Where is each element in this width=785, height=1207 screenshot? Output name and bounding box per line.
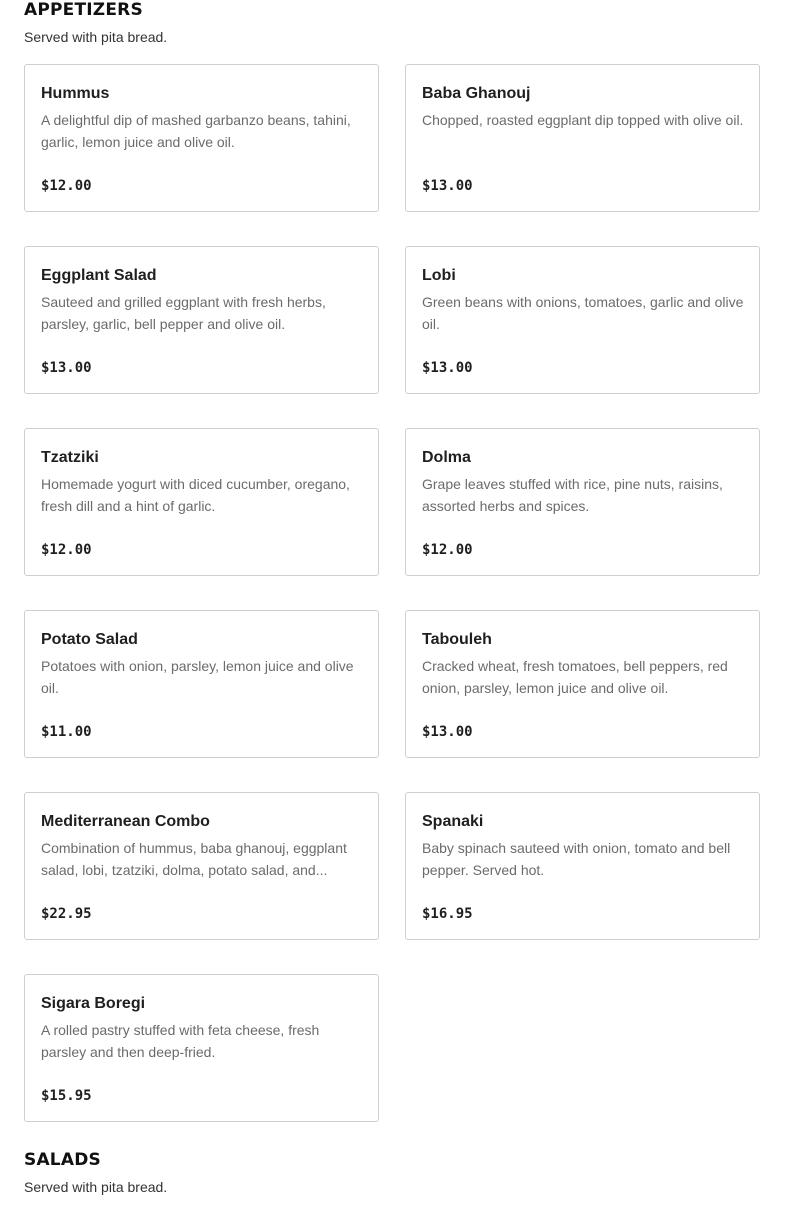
menu-item-name: Potato Salad	[41, 631, 138, 648]
menu-item-name: Tabouleh	[422, 631, 492, 648]
menu-item-card[interactable]	[405, 610, 760, 758]
menu-item-name: Hummus	[41, 85, 110, 102]
section-title-salads: SALADS	[24, 1150, 101, 1170]
menu-item-price: $16.95	[422, 906, 473, 922]
section-title-appetizers: APPETIZERS	[24, 0, 143, 20]
section-subtitle-appetizers: Served with pita bread.	[24, 29, 168, 45]
menu-item-name: Lobi	[422, 267, 456, 284]
menu-item-description: Combination of hummus, baba ghanouj, eggplant salad, lobi, tzatziki, dolma, potato salad, and...	[41, 840, 347, 878]
menu-item-price: $12.00	[41, 542, 92, 558]
menu-item-price: $13.00	[422, 178, 473, 194]
menu-item-price: $12.00	[41, 178, 92, 194]
menu-item-description: Homemade yogurt with diced cucumber, oregano, fresh dill and a hint of garlic.	[41, 476, 350, 514]
menu-item-price: $13.00	[41, 360, 92, 376]
menu-item-card[interactable]	[24, 428, 379, 576]
menu-item-price: $11.00	[41, 724, 92, 740]
menu-item-description: Grape leaves stuffed with rice, pine nuts, raisins, assorted herbs and spices.	[422, 476, 723, 514]
menu-item-price: $22.95	[41, 906, 92, 922]
menu-item-description: Baby spinach sauteed with onion, tomato and bell pepper. Served hot.	[422, 840, 731, 878]
menu-item-name: Spanaki	[422, 813, 484, 830]
menu-item-description: Potatoes with onion, parsley, lemon juice and olive oil.	[41, 658, 354, 696]
menu-item-description: A rolled pastry stuffed with feta cheese, fresh parsley and then deep-fried.	[41, 1022, 320, 1060]
menu-item-description: Sauteed and grilled eggplant with fresh herbs, parsley, garlic, bell pepper and olive oil.	[41, 294, 326, 332]
menu-item-description: Cracked wheat, fresh tomatoes, bell peppers, red onion, parsley, lemon juice and olive oil.	[422, 658, 728, 696]
menu-item-card[interactable]	[405, 428, 760, 576]
menu-item-card[interactable]	[405, 246, 760, 394]
section-subtitle-salads: Served with pita bread.	[24, 1179, 168, 1195]
menu-item-name: Sigara Boregi	[41, 995, 146, 1012]
menu-item-price: $15.95	[41, 1088, 92, 1104]
menu-item-name: Tzatziki	[41, 449, 99, 466]
menu-item-name: Eggplant Salad	[41, 267, 157, 284]
menu-item-card[interactable]	[24, 610, 379, 758]
menu-item-card[interactable]	[24, 792, 379, 940]
menu-item-card[interactable]	[405, 792, 760, 940]
menu-item-card[interactable]	[24, 64, 379, 212]
menu-item-card[interactable]	[24, 974, 379, 1122]
menu-item-name: Baba Ghanouj	[422, 85, 531, 102]
menu-item-name: Mediterranean Combo	[41, 813, 210, 830]
menu-item-name: Dolma	[422, 449, 471, 466]
menu-item-price: $13.00	[422, 724, 473, 740]
menu-item-price: $12.00	[422, 542, 473, 558]
menu-item-description: Chopped, roasted eggplant dip topped with olive oil.	[422, 112, 744, 128]
menu-item-card[interactable]	[405, 64, 760, 212]
menu-item-description: A delightful dip of mashed garbanzo beans, tahini, garlic, lemon juice and olive oil.	[41, 112, 351, 150]
menu-item-description: Green beans with onions, tomatoes, garlic and olive oil.	[422, 294, 744, 332]
menu-item-card[interactable]	[24, 246, 379, 394]
menu-item-price: $13.00	[422, 360, 473, 376]
